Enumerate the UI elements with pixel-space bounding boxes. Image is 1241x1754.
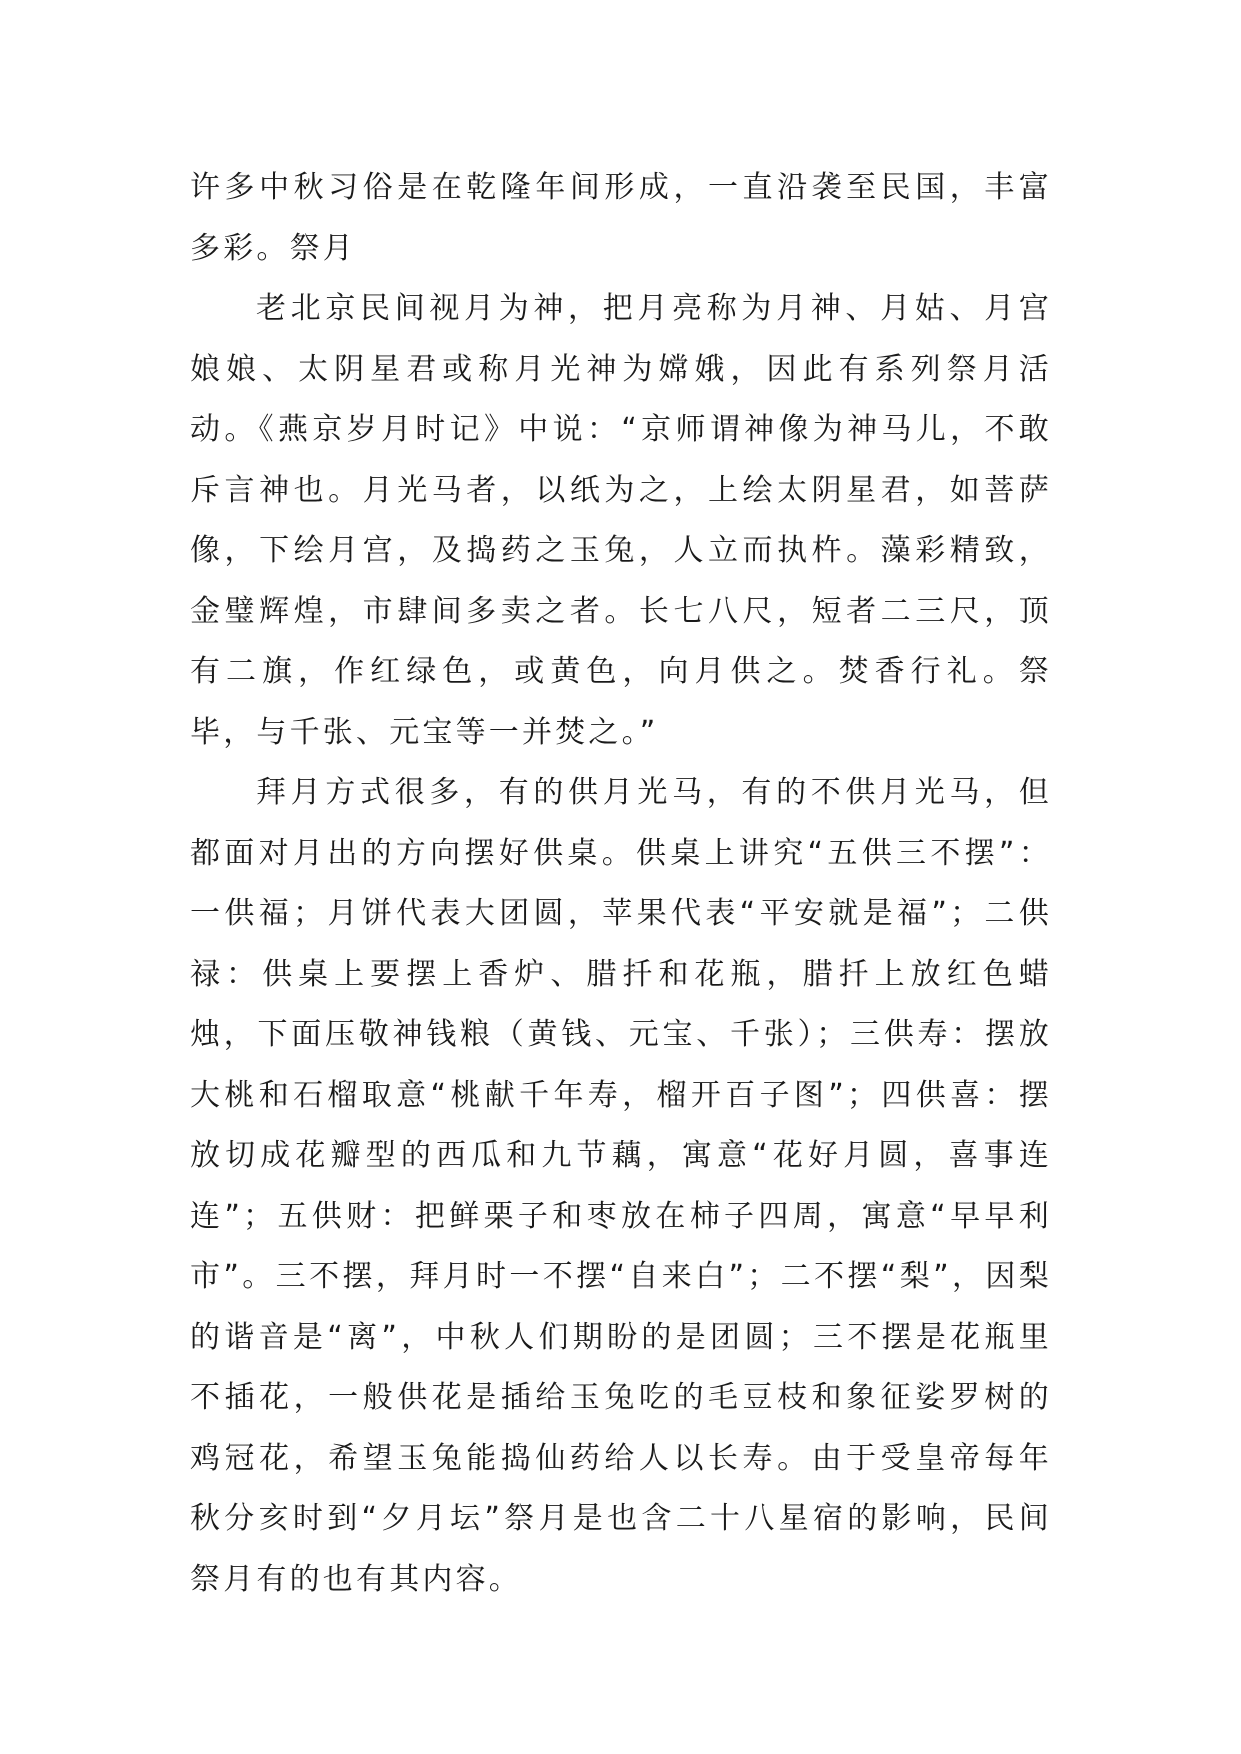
paragraph-moon-worship: 老北京民间视月为神，把月亮称为月神、月姑、月宫娘娘、太阴星君或称月光神为嫦娥，因此有系列祭月活动。《燕京岁月时记》中说：“京师谓神像为神马儿，不敢斥言神也。月光马者，以纸为之，上绘太阴星君，如菩萨像，下绘月宫，及捣药之玉兔，人立而执杵。藻彩精致，金璧辉煌，市肆间多卖之者。长七八尺，短者二三尺，顶有二旗，作红绿色，或黄色，向月供之。焚香行礼。祭毕，与千张、元宝等一并焚之。”	[190, 291, 1052, 750]
paragraph-intro: 许多中秋习俗是在乾隆年间形成，一直沿袭至民国，丰富多彩。祭月	[190, 170, 1052, 266]
paragraph-offerings: 拜月方式很多，有的供月光马，有的不供月光马，但都面对月出的方向摆好供桌。供桌上讲究“五供三不摆”：一供福；月饼代表大团圆，苹果代表“平安就是福”；二供禄：供桌上要摆上香炉、腊扦和花瓶，腊扦上放红色蜡烛，下面压敬神钱粮（黄钱、元宝、千张）；三供寿：摆放大桃和石榴取意“桃献千年寿，榴开百子图”；四供喜：摆放切成花瓣型的西瓜和九节藕，寓意“花好月圆，喜事连连”；五供财：把鲜栗子和枣放在柿子四周，寓意“早早利市”。三不摆，拜月时一不摆“自来白”；二不摆“梨”，因梨的谐音是“离”，中秋人们期盼的是团圆；三不摆是花瓶里不插花，一般供花是插给玉兔吃的毛豆枝和象征娑罗树的鸡冠花，希望玉兔能捣仙药给人以长寿。由于受皇帝每年秋分亥时到“夕月坛”祭月是也含二十八星宿的影响，民间祭月有的也有其内容。	[190, 775, 1052, 1597]
document-body	[190, 158, 1052, 1610]
